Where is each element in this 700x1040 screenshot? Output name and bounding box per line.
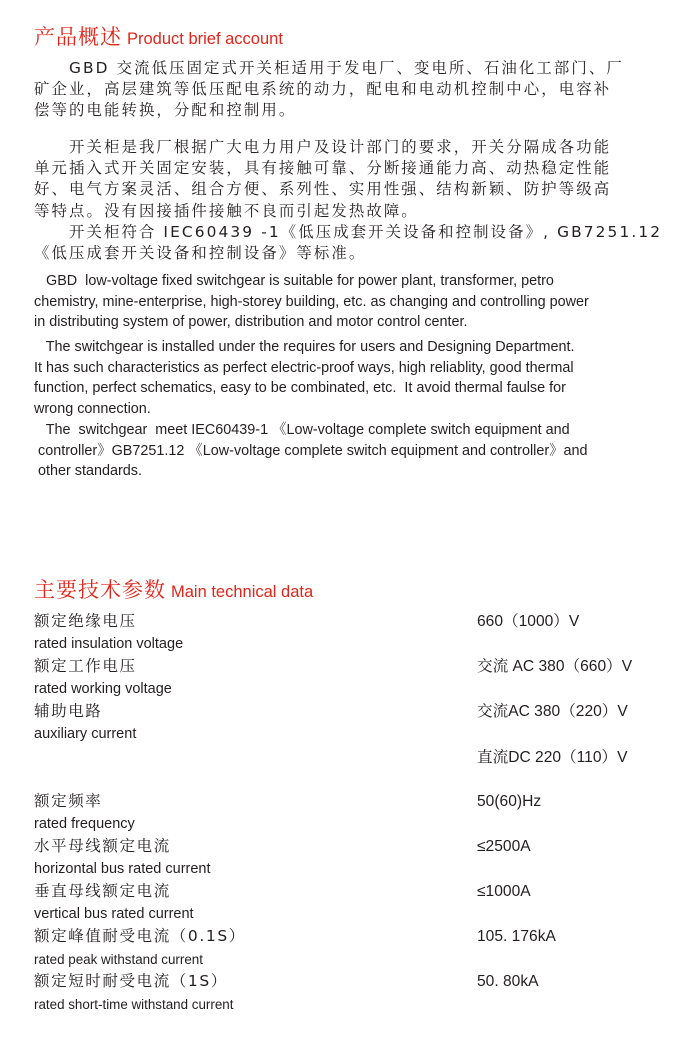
overview-zh-paragraph	[34, 137, 668, 222]
paragraph-line: 开关柜符合 IEC60439 -1《低压成套开关设备和控制设备》, GB7251.12	[34, 223, 663, 241]
spec-value: 50(60)Hz	[477, 793, 542, 810]
spec-label-zh: 额定工作电压	[34, 657, 137, 675]
paragraph-line: 偿等的电能转换，分配和控制用。	[34, 101, 297, 120]
overview-zh-paragraph	[34, 58, 668, 122]
paragraph-line: 矿企业，高层建筑等低压配电系统的动力，配电和电动机控制中心，电容补	[34, 80, 612, 99]
paragraph-line: 等特点。没有因接插件接触不良而引起发热故障。	[34, 201, 419, 220]
spec-label-en: rated working voltage	[34, 681, 172, 697]
section-title-zh: 主要技术参数	[34, 578, 166, 602]
spec-label-en: rated short-time withstand current	[34, 997, 234, 1012]
spec-label-zh: 额定短时耐受电流（1S）	[34, 972, 228, 990]
paragraph-line: wrong connection.	[34, 401, 151, 418]
spec-label-zh: 辅助电路	[34, 702, 103, 720]
spec-value: 105. 176kA	[477, 928, 556, 945]
paragraph-line: GBD low-voltage fixed switchgear is suitable for power plant, transformer, petro	[34, 273, 554, 289]
overview-zh-paragraph	[34, 222, 668, 264]
section-title-en: Main technical data	[171, 583, 314, 601]
spec-label-en: horizontal bus rated current	[34, 861, 211, 877]
section-title-zh: 产品概述	[34, 25, 122, 49]
spec-label-en: rated frequency	[34, 816, 135, 832]
section-title-product-brief	[34, 27, 283, 48]
section-title-main-technical-data	[34, 580, 313, 601]
paragraph-line: The switchgear is installed under the requires for users and Designing Department.	[34, 339, 575, 355]
spec-label-en: rated peak withstand current	[34, 952, 203, 967]
paragraph-line: 单元插入式开关固定安装，具有接触可靠、分断接通能力高、动热稳定性能	[34, 159, 612, 178]
paragraph-line: It has such characteristics as perfect electric-proof ways, high reliablity, good thermal	[34, 359, 574, 376]
paragraph-line: other standards.	[34, 463, 142, 480]
spec-label-en: rated insulation voltage	[34, 636, 184, 652]
paragraph-line: The switchgear meet IEC60439-1 《Low-voltage complete switch equipment and	[34, 422, 570, 438]
paragraph-line: GBD 交流低压固定式开关柜适用于发电厂、变电所、石油化工部门、厂	[34, 59, 624, 77]
paragraph-line: in distributing system of power, distribution and motor control center.	[34, 314, 468, 331]
spec-label-en: auxiliary current	[34, 726, 137, 742]
spec-label-zh: 垂直母线额定电流	[34, 882, 171, 900]
spec-label-zh: 额定峰值耐受电流（0.1S）	[34, 927, 246, 945]
paragraph-line: controller》GB7251.12 《Low-voltage complete switch equipment and controller》and	[34, 442, 588, 459]
spec-value: 直流DC 220（110）V	[477, 749, 628, 766]
spec-value: 660（1000）V	[477, 613, 580, 630]
section-title-en: Product brief account	[127, 30, 283, 48]
paragraph-line: chemistry, mine-enterprise, high-storey building, etc. as changing and controlling power	[34, 293, 589, 310]
spec-value: ≤1000A	[477, 883, 531, 900]
paragraph-line: 开关柜是我厂根据广大电力用户及设计部门的要求，开关分隔成各功能	[34, 138, 612, 156]
spec-value: ≤2500A	[477, 838, 531, 855]
spec-value: 交流 AC 380（660）V	[477, 658, 633, 675]
spec-label-zh: 额定绝缘电压	[34, 612, 137, 630]
overview-en-paragraph	[34, 271, 670, 333]
spec-label-zh: 额定频率	[34, 792, 103, 810]
overview-en-paragraph	[34, 337, 670, 420]
paragraph-line: 《低压成套开关设备和控制设备》等标准。	[34, 244, 367, 263]
paragraph-line: function, perfect schematics, easy to be combinated, etc. It avoid thermal faulse for	[34, 380, 566, 397]
overview-en-paragraph	[34, 420, 670, 482]
spec-label-en: vertical bus rated current	[34, 906, 194, 922]
spec-value: 50. 80kA	[477, 973, 539, 990]
spec-value: 交流AC 380（220）V	[477, 703, 628, 720]
paragraph-line: 好、电气方案灵活、组合方便、系列性、实用性强、结构新颖、防护等级高	[34, 180, 612, 199]
spec-label-zh: 水平母线额定电流	[34, 837, 171, 855]
